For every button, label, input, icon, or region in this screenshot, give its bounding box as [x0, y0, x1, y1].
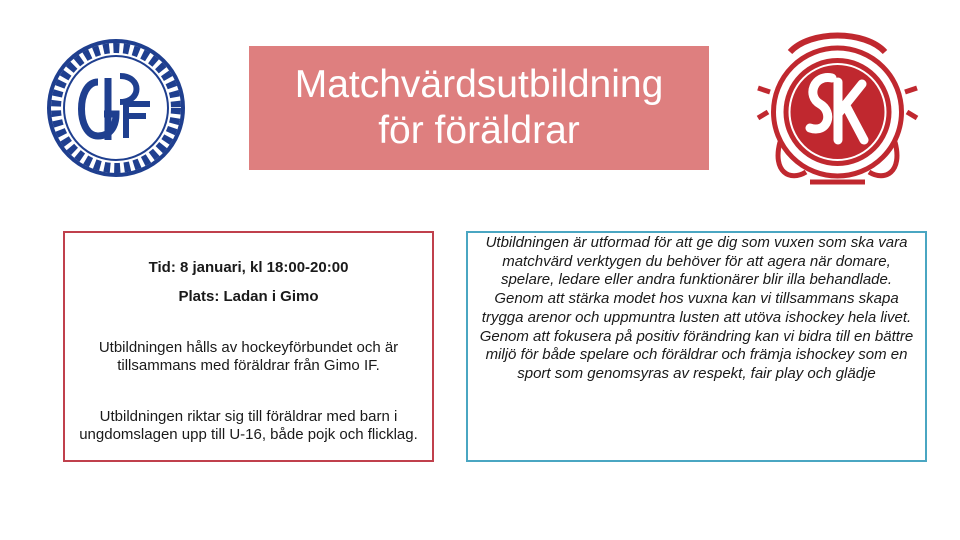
gimo-if-logo	[46, 38, 186, 178]
audience-paragraph: Utbildningen riktar sig till föräldrar med barn i ungdomslagen upp till U-16, både pojk och flicklag.	[79, 408, 418, 443]
description-text: Utbildningen är utformad för att ge dig som vuxen som ska vara matchvärd verktygen du behöver för att agera när domare, spelare, ledare eller andra funktionärer blir illa behandlade. Genom att stärka modet hos vuxna kan vi tillsammans skapa trygga arenor och uppmuntra lusten att utöva ishockey hela livet. Genom att fokusera på positiv förändring kan vi bidra till en bättre miljö för både spelare och föräldrar och främja ishockey som en sport som genomsyras av respekt, fair play och glädje	[479, 234, 914, 382]
title-line-1: Matchvärdsutbildning	[294, 63, 664, 106]
title-banner	[249, 46, 709, 170]
title-line-2: för föräldrar	[378, 109, 580, 152]
event-time: Tid: 8 januari, kl 18:00-20:00	[148, 259, 349, 276]
info-box	[63, 231, 434, 462]
event-place: Plats: Ladan i Gimo	[178, 288, 319, 305]
sk-logo	[750, 22, 925, 197]
description-box	[466, 231, 927, 462]
organizer-paragraph: Utbildningen hålls av hockeyförbundet och är tillsammans med föräldrar från Gimo IF.	[98, 339, 399, 374]
